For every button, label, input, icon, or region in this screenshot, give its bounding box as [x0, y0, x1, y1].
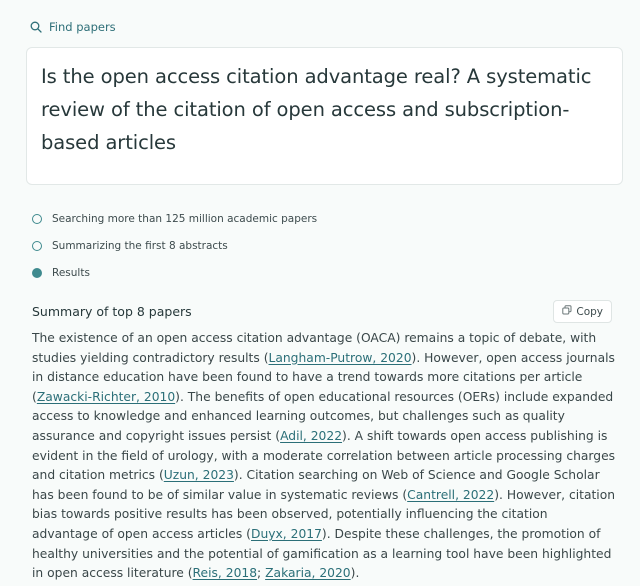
- copy-label: Copy: [576, 305, 603, 318]
- summary-segment: ). However, open access journals in distance education have been found to have a trend towards more citations per article (: [32, 350, 615, 404]
- citation-link[interactable]: Uzun, 2023: [163, 468, 234, 483]
- find-papers-link[interactable]: [30, 20, 116, 34]
- progress-steps: [32, 205, 317, 286]
- copy-icon: [562, 305, 572, 318]
- step-summarizing: [32, 232, 317, 259]
- step-label: Results: [52, 266, 90, 279]
- summary-text: [32, 329, 616, 584]
- summary-title: Summary of top 8 papers: [32, 304, 192, 319]
- summary-segment: ). However, citation bias towards positive results has been observed, potentially influencing the citation advantage of open access articles (: [32, 487, 616, 541]
- step-pending-icon: [32, 241, 42, 251]
- citation-link[interactable]: Langham-Putrow, 2020: [268, 350, 412, 365]
- summary-segment: ).: [350, 566, 360, 581]
- query-box[interactable]: [26, 47, 623, 185]
- citation-link[interactable]: Adil, 2022: [280, 428, 343, 443]
- citation-link[interactable]: Zakaria, 2020: [265, 566, 351, 581]
- summary-segment: ;: [257, 566, 266, 581]
- step-label: Summarizing the first 8 abstracts: [52, 239, 228, 252]
- summary-segment: ). Citation searching on Web of Science and Google Scholar has been found to be of similar value in systematic reviews (: [32, 468, 600, 502]
- search-icon: [30, 21, 42, 33]
- summary-segment: ). A shift towards open access publishing is evident in the field of urology, with a moderate correlation between article processing charges and citation metrics (: [32, 428, 616, 483]
- copy-button[interactable]: [553, 300, 612, 323]
- summary-header: [32, 300, 612, 323]
- step-label: Searching more than 125 million academic papers: [52, 212, 318, 225]
- citation-link[interactable]: Zawacki-Richter, 2010: [36, 389, 176, 404]
- citation-link[interactable]: Cantrell, 2022: [407, 487, 495, 502]
- summary-segment: The existence of an open access citation advantage (OACA) remains a topic of debate, with studies yielding contradictory results (: [32, 331, 597, 365]
- summary-segment: ). Despite these challenges, the promotion of healthy universities and the potential of gamification as a learning tool have been highlighted in open access literature (: [32, 526, 612, 581]
- step-pending-icon: [32, 214, 42, 224]
- query-title: Is the open access citation advantage real? A systematic review of the citation of open access and subscription-based articles: [41, 65, 592, 154]
- step-results: [32, 259, 317, 286]
- step-searching: [32, 205, 317, 232]
- step-done-icon: [32, 268, 42, 278]
- find-papers-label: Find papers: [49, 20, 116, 34]
- summary-segment: ). The benefits of open educational resources (OERs) include expanded access to knowledge and enhanced learning outcomes, but challenges such as quality assurance and copyright issues persist (: [32, 389, 614, 443]
- citation-link[interactable]: Reis, 2018: [192, 566, 258, 581]
- citation-link[interactable]: Duyx, 2017: [250, 526, 322, 541]
